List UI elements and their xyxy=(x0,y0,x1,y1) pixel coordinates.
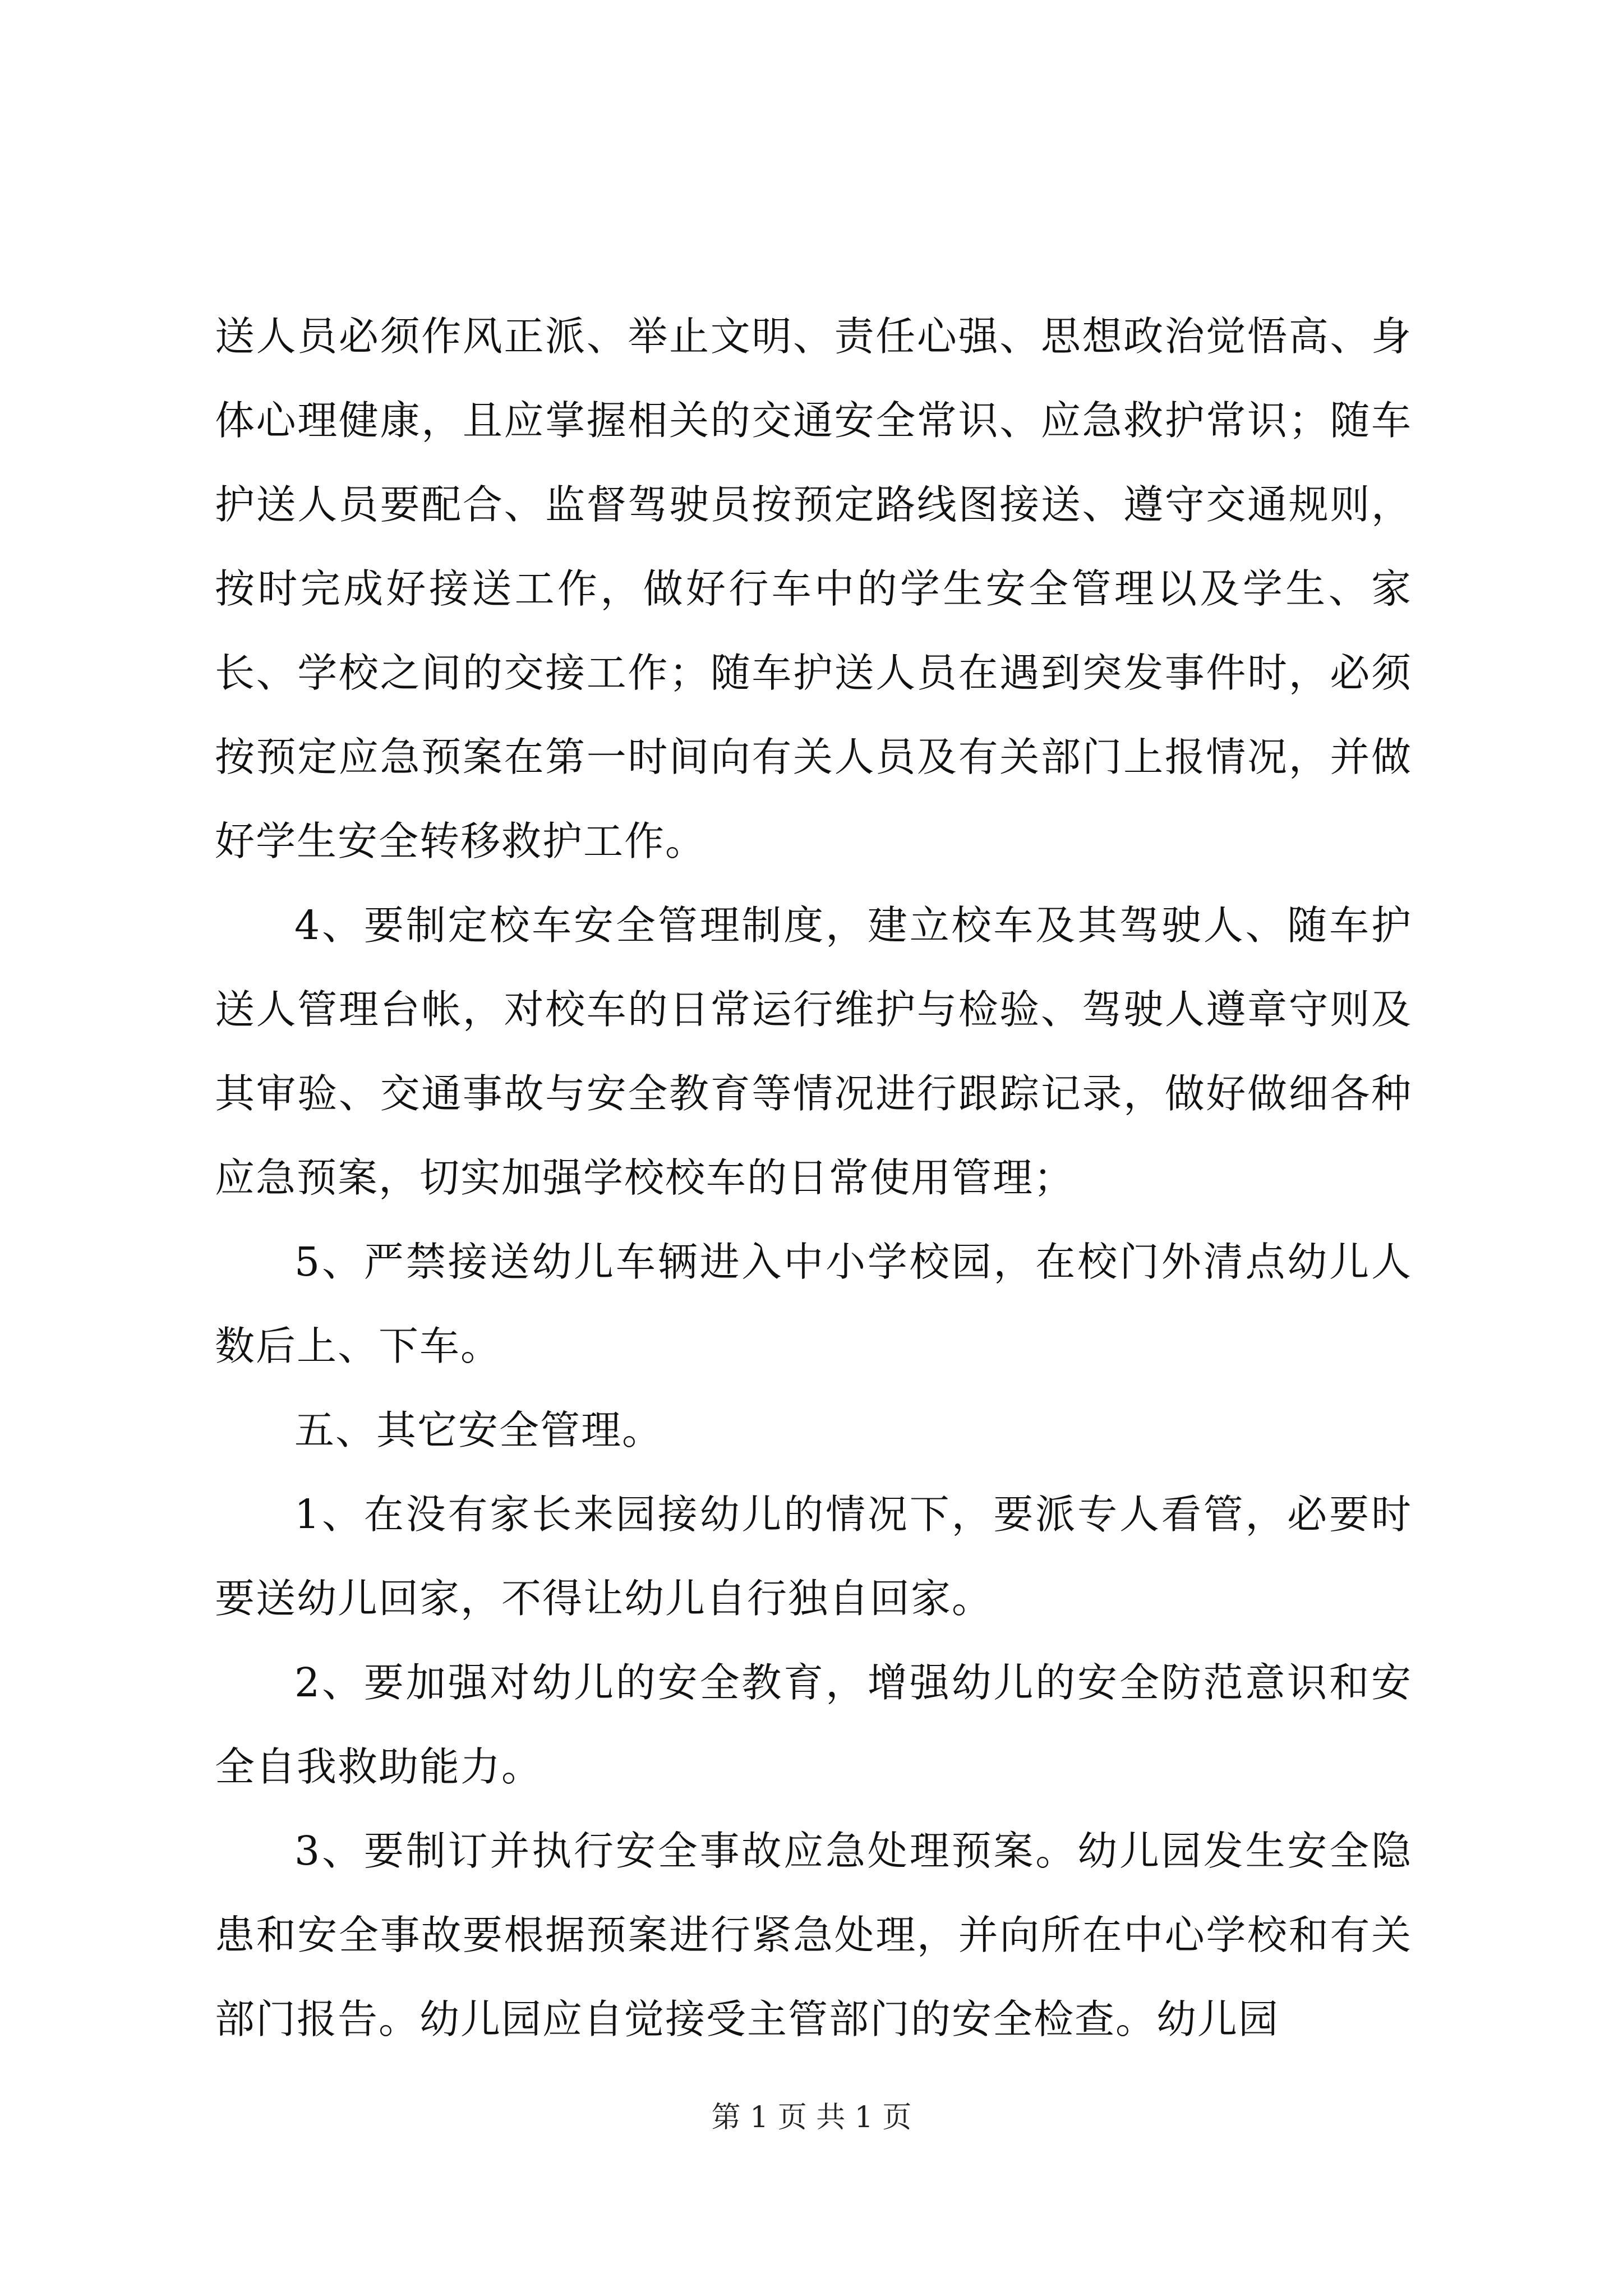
section-heading-other-safety: 五、其它安全管理。 xyxy=(294,1407,663,1453)
paragraph-item-5: 5、严禁接送幼儿车辆进入中小学校园，在校门外清点幼儿人数后上、下车。 xyxy=(215,1239,1412,1369)
paragraph-escort-duties: 送人员必须作风正派、举止文明、责任心强、思想政治觉悟高、身体心理健康，且应掌握相关的交通安全常识、应急救护常识；随车护送人员要配合、监督驾驶员按预定路线图接送、遵守交通规则，按时完成好接送工作，做好行车中的学生安全管理以及学生、家长、学校之间的交接工作；随车护送人员在遇到突发事件时，必须按预定应急预案在第一时间向有关人员及有关部门上报情况，并做好学生安全转移救护工作。 xyxy=(215,313,1412,864)
document-body xyxy=(215,295,1412,2062)
paragraph-item-1: 1、在没有家长来园接幼儿的情况下，要派专人看管，必要时要送幼儿回家，不得让幼儿自行独自回家。 xyxy=(215,1491,1412,1622)
paragraph-item-3: 3、要制订并执行安全事故应急处理预案。幼儿园发生安全隐患和安全事故要根据预案进行紧急处理，并向所在中心学校和有关部门报告。幼儿园应自觉接受主管部门的安全检查。幼儿园 xyxy=(215,1828,1412,2042)
page-footer: 第 1 页 共 1 页 xyxy=(711,2101,912,2134)
paragraph-item-2: 2、要加强对幼儿的安全教育，增强幼儿的安全防范意识和安全自我救助能力。 xyxy=(215,1659,1412,1790)
paragraph-item-4: 4、要制定校车安全管理制度，建立校车及其驾驶人、随车护送人管理台帐，对校车的日常运行维护与检验、驾驶人遵章守则及其审验、交通事故与安全教育等情况进行跟踪记录，做好做细各种应急预案，切实加强学校校车的日常使用管理； xyxy=(215,902,1412,1201)
